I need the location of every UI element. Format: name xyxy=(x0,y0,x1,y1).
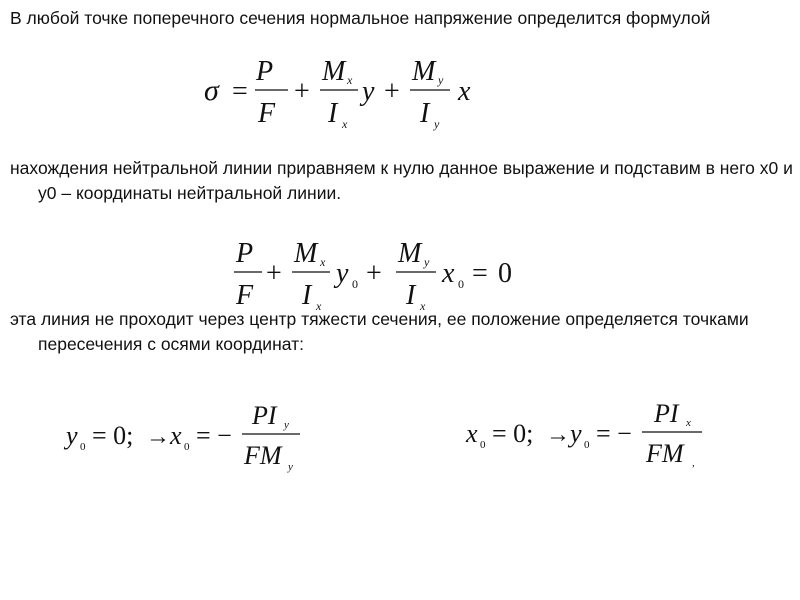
variable: x xyxy=(458,76,471,107)
paragraph-neutral-line: нахождения нейтральной линии приравняем к нулю данное выражение и подставим в него x0 и y0 – координаты нейтральной линии. xyxy=(10,158,793,203)
subscript: x xyxy=(420,299,426,313)
variable: y xyxy=(66,421,78,450)
condition: = 0; xyxy=(92,421,134,450)
subscript: y xyxy=(288,461,293,473)
subscript: 0 xyxy=(184,441,190,453)
variable: x xyxy=(170,421,182,450)
equals-minus: = − xyxy=(196,421,232,450)
subscript: y xyxy=(438,73,444,87)
fraction-numerator: M xyxy=(412,56,436,87)
fraction-numerator: M xyxy=(294,238,318,269)
subscript: , xyxy=(692,457,695,469)
plus-sign: + xyxy=(384,76,400,107)
plus-sign: + xyxy=(266,258,282,289)
fraction-numerator: P xyxy=(236,238,254,269)
variable: y xyxy=(362,76,375,107)
sigma-symbol: σ xyxy=(204,74,219,107)
paragraph-stress-formula-intro: В любой точке поперечного сечения нормальное напряжение определится формулой xyxy=(10,8,711,28)
subscript: x xyxy=(347,73,353,87)
subscript: x xyxy=(320,255,326,269)
subscript: x xyxy=(342,117,348,131)
arrow-symbol: → xyxy=(546,422,570,448)
fraction-numerator: PI xyxy=(252,401,277,430)
zero: 0 xyxy=(498,258,512,289)
subscript: y xyxy=(434,117,440,131)
subscript: y xyxy=(424,255,430,269)
variable: x xyxy=(466,419,478,448)
variable: x xyxy=(442,258,455,289)
subscript: x xyxy=(316,299,322,313)
equals-sign: = xyxy=(472,258,488,289)
fraction-numerator: PI xyxy=(654,399,679,428)
plus-sign: + xyxy=(294,76,310,107)
formula-y-intercept xyxy=(462,396,722,481)
fraction-denominator: FM xyxy=(244,441,282,470)
plus-sign: + xyxy=(366,258,382,289)
subscript: 0 xyxy=(80,441,86,453)
subscript: 0 xyxy=(584,439,590,451)
fraction-denominator: F xyxy=(236,280,254,311)
fraction-denominator: FM xyxy=(646,439,684,468)
paragraph-intersection-points: эта линия не проходит через центр тяжести сечения, ее положение определяется точками пересечения с осями координат: xyxy=(10,309,749,354)
variable: y xyxy=(570,419,582,448)
subscript: 0 xyxy=(458,277,464,291)
fraction-denominator: F xyxy=(258,98,276,129)
equals-sign: = xyxy=(232,76,248,107)
condition: = 0; xyxy=(492,419,534,448)
equals-minus: = − xyxy=(596,419,632,448)
subscript: 0 xyxy=(480,439,486,451)
fraction-numerator: M xyxy=(398,238,422,269)
fraction-numerator: P xyxy=(256,56,274,87)
fraction-denominator: I xyxy=(302,280,312,311)
fraction-denominator: I xyxy=(328,98,338,129)
subscript: x xyxy=(686,417,691,429)
formula-x-intercept xyxy=(62,398,322,483)
subscript: y xyxy=(284,419,289,431)
subscript: 0 xyxy=(352,277,358,291)
formula-normal-stress xyxy=(200,52,490,141)
fraction-denominator: I xyxy=(406,280,416,311)
fraction-numerator: M xyxy=(322,56,346,87)
arrow-symbol: → xyxy=(146,424,170,450)
variable: y xyxy=(336,258,349,289)
fraction-denominator: I xyxy=(420,98,430,129)
